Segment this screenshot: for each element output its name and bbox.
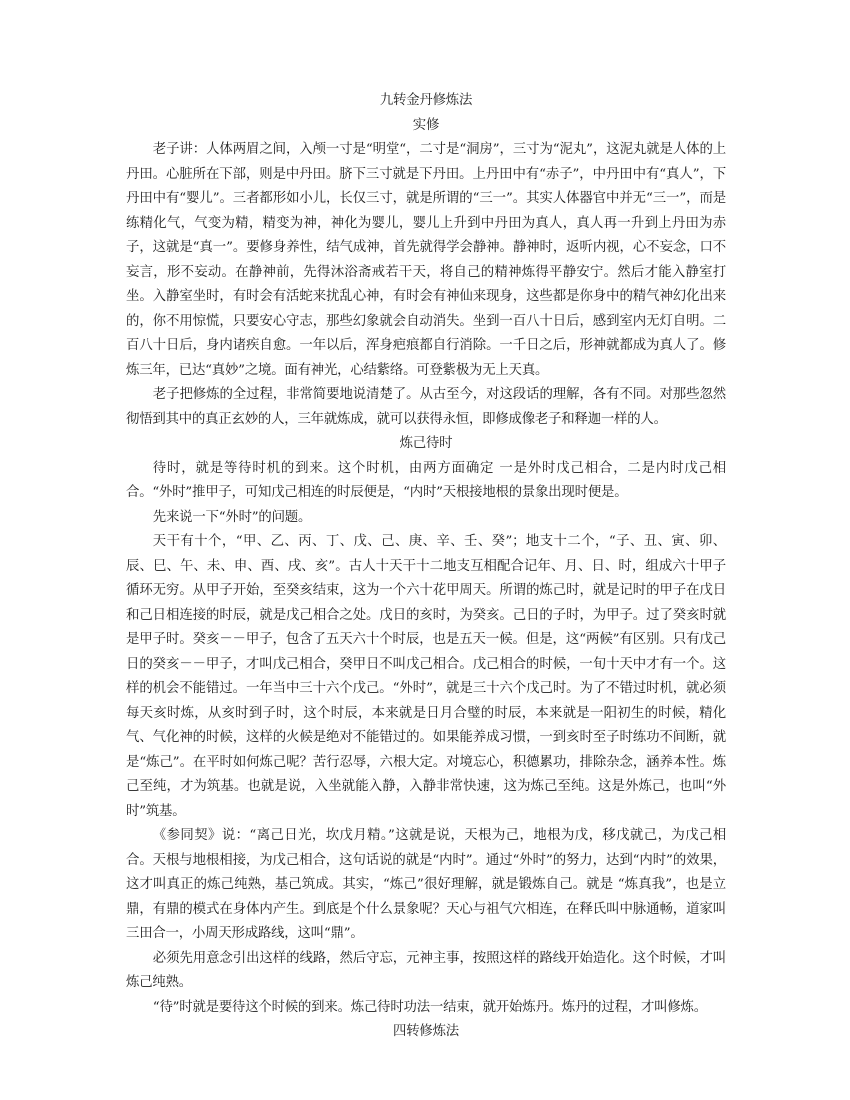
- paragraph: 《参同契》说：“离己日光，坎戊月精。”这就是说，天根为己，地根为戊，移戊就己，为戊己相合。天根与地根相接，为戊己相合，这句话说的就是“内时”。通过“外时”的努力，达到“内时”的效果，这才叫真正的炼己纯熟，基己筑成。其实，“炼己”很好理解，就是锻炼自己。就是 “炼真我”，也是立鼎，有鼎的模式在身体内产生。到底是个什么景象呢？天心与祖气穴相连，在释氏叫中脉通畅，道家叫三田合一，小周天形成路线，这叫“鼎”。: [126, 828, 726, 941]
- paragraph: “待”时就是要待这个时候的到来。炼己待时功法一结束，就开始炼丹。炼丹的过程，才叫修炼。: [152, 999, 707, 1015]
- section-heading-four-turns: 四转修炼法: [393, 1024, 459, 1039]
- paragraph: 必须先用意念引出这样的线路，然后守忘，元神主事，按照这样的路线开始造化。这个时候，才叫炼己纯熟。: [126, 950, 726, 990]
- paragraph: 天干有十个，“甲、乙、丙、丁、戊、己、庚、辛、壬、癸”；地支十二个，“子、丑、寅、卯、辰、巳、午、未、申、酉、戌、亥”。古人十天干十二地支互相配合记年、月、日、时，组成六十甲子循环无穷。从甲子开始，至癸亥结束，这为一个六十花甲周天。所谓的炼己时，就是记时的甲子在戊日和己日相连接的时辰，就是戊己相合之处。戊日的亥时，为癸亥。己日的子时，为甲子。过了癸亥时就是甲子时。癸亥－－甲子，包含了五天六十个时辰，也是五天一候。但是，这“两候”有区别。只有戊己日的癸亥－－甲子，才叫戊己相合，癸甲日不叫戊己相合。戊己相合的时候，一旬十天中才有一个。这样的机会不能错过。一年当中三十六个戊己。“外时”，就是三十六个戊己时。为了不错过时机，就必须每天亥时炼，从亥时到子时，这个时辰，本来就是日月合璧的时辰，本来就是一阳初生的时候，精化气、气化神的时候，这样的火候是绝对不能错过的。如果能养成习惯，一到亥时至子时练功不间断，就是“炼己”。在平时如何炼己呢？苦行忍辱，六根大定。对境忘心，积德累功，排除杂念，涵养本性。炼己至纯，才为筑基。也就是说，入坐就能入静，入静非常快速，这为炼己至纯。这是外炼己，也叫“外时”筑基。: [126, 534, 726, 819]
- document-title: 九转金丹修炼法: [379, 93, 473, 108]
- paragraph: 老子把修炼的全过程，非常简要地说清楚了。从古至今，对这段话的理解，各有不同。对那些忽然彻悟到其中的真正玄妙的人，三年就炼成，就可以获得永恒，即修成像老子和释迦一样的人。: [126, 387, 726, 427]
- document-body: [126, 89, 726, 1045]
- section-heading-refine-self: 炼己待时: [399, 436, 453, 451]
- paragraph: 待时，就是等待时机的到来。这个时机，由两方面确定 一是外时戊己相合，二是内时戊己相合。“外时”推甲子，可知戊己相连的时辰便是，“内时”天根接地根的景象出现时便是。: [126, 460, 726, 500]
- paragraph: 先来说一下“外时”的问题。: [152, 509, 312, 525]
- section-heading-practice: 实修: [412, 117, 440, 133]
- paragraph: 老子讲：人体两眉之间，入颅一寸是“明堂“，二寸是“洞房”，三寸为“泥丸”，这泥丸就是人体的上丹田。心脏所在下部，则是中丹田。脐下三寸就是下丹田。上丹田中有“赤子”，中丹田中有“真人”，下丹田中有“婴儿”。三者都形如小儿，长仅三寸，就是所谓的“三一”。其实人体器官中并无“三一”，而是练精化气，气变为精，精变为神，神化为婴儿，婴儿上升到中丹田为真人，真人再一升到上丹田为赤子，这就是“真一”。要修身养性，结气成神，首先就得学会静神。静神时，返听内视，心不妄念，口不妄言，形不妄动。在静神前，先得沐浴斋戒若干天，将自己的精神炼得平静安宁。然后才能入静室打坐。入静室坐时，有时会有活蛇来扰乱心神，有时会有神仙来现身，这些都是你身中的精气神幻化出来的，你不用惊慌，只要安心守志，那些幻象就会自动消失。坐到一百八十日后，感到室内无灯自明。二百八十日后，身内诸疾自愈。一年以后，浑身疤痕都自行消除。一千日之后，形神就都成为真人了。修炼三年，已达“真妙”之境。面有神光，心结紫络。可登紫极为无上天真。: [126, 142, 726, 378]
